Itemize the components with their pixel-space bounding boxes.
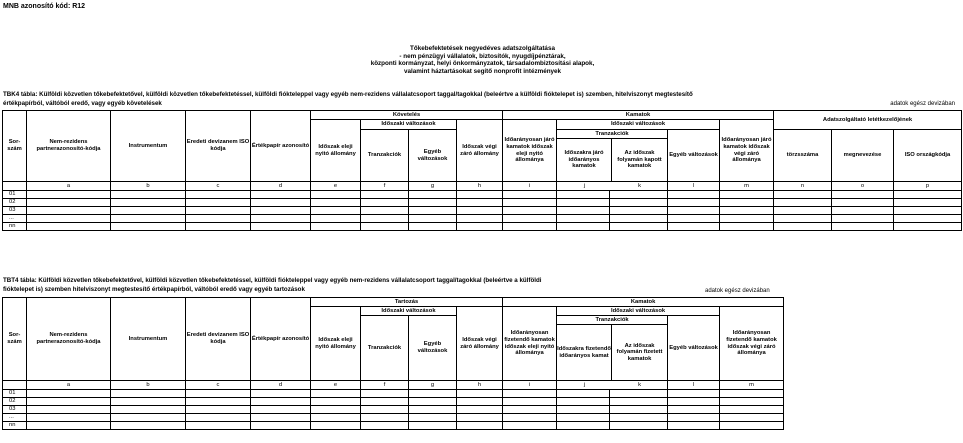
table-row — [3, 199, 962, 207]
data-cell[interactable] — [111, 390, 186, 398]
table-row — [3, 191, 962, 199]
header-interest-opening: Időarányosan fizetendő kamatok időszak eleji nyitó állománya — [503, 307, 557, 381]
data-cell[interactable] — [457, 422, 503, 430]
data-cell[interactable] — [894, 191, 962, 199]
data-cell[interactable] — [27, 422, 111, 430]
data-cell[interactable] — [503, 191, 557, 199]
data-cell[interactable] — [27, 414, 111, 422]
column-letter: f — [361, 381, 409, 390]
tbt4-caption-line2: fióktelepet is) szemben hitelviszonyt megtestesítő értékpapírból, váltóból eredő vagy egyéb tartozások — [3, 286, 305, 293]
column-letter: o — [832, 182, 894, 191]
data-cell[interactable] — [409, 199, 457, 207]
data-cell[interactable] — [832, 223, 894, 231]
data-cell[interactable] — [557, 215, 610, 223]
data-cell[interactable] — [557, 406, 610, 414]
data-cell[interactable] — [361, 191, 409, 199]
column-letter: n — [774, 182, 832, 191]
data-cell[interactable] — [311, 207, 361, 215]
data-cell[interactable] — [720, 422, 784, 430]
data-cell[interactable] — [720, 215, 774, 223]
header-opening-stock: Időszak eleji nyitó állomány — [311, 307, 361, 381]
table-row — [3, 414, 784, 422]
data-cell[interactable] — [251, 414, 311, 422]
data-cell[interactable] — [311, 398, 361, 406]
header-security-id: Értékpapír azonosító — [251, 111, 311, 182]
table-row — [3, 422, 784, 430]
data-cell[interactable] — [409, 398, 457, 406]
column-letter: b — [111, 381, 186, 390]
data-cell[interactable] — [503, 223, 557, 231]
data-cell[interactable] — [111, 207, 186, 215]
tbt4-unit-label: adatok egész devizában — [705, 288, 770, 294]
data-cell[interactable] — [894, 199, 962, 207]
data-cell[interactable] — [668, 422, 720, 430]
data-cell[interactable] — [311, 215, 361, 223]
data-cell[interactable] — [557, 390, 610, 398]
data-cell[interactable] — [557, 207, 610, 215]
column-letter: l — [668, 182, 720, 191]
data-cell[interactable] — [27, 191, 111, 199]
data-cell[interactable] — [27, 406, 111, 414]
data-cell[interactable] — [503, 406, 557, 414]
data-cell[interactable] — [251, 398, 311, 406]
header-interest-other: Egyéb változások — [668, 130, 720, 182]
header-liability-group: Tartozás — [311, 298, 503, 307]
data-cell[interactable] — [503, 207, 557, 215]
data-cell[interactable] — [311, 390, 361, 398]
column-letter: m — [720, 381, 784, 390]
row-number: 01 — [3, 390, 27, 398]
header-closing-stock: Időszak végi záró állomány — [457, 120, 503, 182]
data-cell[interactable] — [111, 199, 186, 207]
data-cell[interactable] — [111, 191, 186, 199]
data-cell[interactable] — [557, 422, 610, 430]
header-closing-stock: Időszak végi záró állomány — [457, 307, 503, 381]
column-letter: d — [251, 381, 311, 390]
table-row — [3, 406, 784, 414]
column-letter: a — [27, 182, 111, 191]
column-letter-pair — [557, 182, 668, 191]
row-number: 02 — [3, 199, 27, 207]
data-cell[interactable] — [186, 406, 251, 414]
data-cell[interactable] — [311, 414, 361, 422]
data-cell[interactable] — [27, 199, 111, 207]
column-letter: b — [111, 182, 186, 191]
header-other-changes: Egyéb változások — [409, 130, 457, 182]
header-interest-transactions-block — [557, 130, 668, 182]
data-cell[interactable] — [27, 207, 111, 215]
data-cell[interactable] — [409, 390, 457, 398]
header-instrument: Instrumentum — [111, 298, 186, 381]
data-cell[interactable] — [186, 191, 251, 199]
data-cell[interactable] — [610, 406, 668, 414]
data-cell[interactable] — [457, 207, 503, 215]
column-letter: c — [186, 381, 251, 390]
header-sorszam: Sor-szám — [3, 298, 27, 381]
header-partner-code: Nem-rezidens partnerazonosító-kódja — [27, 298, 111, 381]
header-interest-group: Kamatok — [503, 298, 784, 307]
data-cell[interactable] — [610, 398, 668, 406]
data-cell[interactable] — [774, 199, 832, 207]
column-letter: k — [638, 182, 641, 189]
column-letter: h — [457, 182, 503, 191]
row-number: 02 — [3, 398, 27, 406]
header-period-changes: Időszaki változások — [361, 120, 457, 130]
data-cell[interactable] — [361, 414, 409, 422]
header-other-changes: Egyéb változások — [409, 316, 457, 381]
header-custodian-name: megnevezése — [832, 130, 894, 182]
data-cell[interactable] — [111, 422, 186, 430]
data-cell[interactable] — [409, 414, 457, 422]
data-cell[interactable] — [457, 390, 503, 398]
tbk4-caption-line1: TBK4 tábla: Külföldi közvetlen tőkebefektetővel, külföldi közvetlen tőkebefektetéssel, külföldi fiókteleppel vagy egyéb nem-rezidens vállalatcsoport taggal/tagokkal (beleértve a külföldi fióktelepet is) szemben, hitelviszonyt megtestesítő — [3, 91, 693, 98]
header-custodian-iso: ISO országkódja — [894, 130, 962, 182]
header-transactions: Tranzakciók — [361, 130, 409, 182]
header-currency-iso: Eredeti devizanem ISO kódja — [186, 111, 251, 182]
row-number: 01 — [3, 191, 27, 199]
column-letter: e — [311, 381, 361, 390]
data-cell[interactable] — [720, 223, 774, 231]
data-cell[interactable] — [610, 223, 668, 231]
header-partner-code: Nem-rezidens partnerazonosító-kódja — [27, 111, 111, 182]
data-cell[interactable] — [361, 223, 409, 231]
data-cell[interactable] — [27, 223, 111, 231]
data-cell[interactable] — [668, 414, 720, 422]
data-cell[interactable] — [251, 191, 311, 199]
data-cell[interactable] — [774, 223, 832, 231]
data-cell[interactable] — [361, 199, 409, 207]
row-number: ... — [3, 414, 27, 422]
data-cell[interactable] — [610, 215, 668, 223]
data-cell[interactable] — [457, 414, 503, 422]
tbk4-rows — [3, 191, 962, 231]
data-cell[interactable] — [186, 422, 251, 430]
data-cell[interactable] — [503, 422, 557, 430]
data-cell[interactable] — [668, 199, 720, 207]
data-cell[interactable] — [361, 406, 409, 414]
row-number: nn — [3, 422, 27, 430]
data-cell[interactable] — [251, 207, 311, 215]
header-custodian-group: Adatszolgáltató letétkezelőjének — [774, 111, 962, 130]
table-row — [3, 398, 784, 406]
data-cell[interactable] — [557, 199, 610, 207]
data-cell[interactable] — [610, 191, 668, 199]
data-cell[interactable] — [668, 191, 720, 199]
data-cell[interactable] — [251, 422, 311, 430]
column-letter: j — [583, 381, 586, 388]
data-cell[interactable] — [668, 223, 720, 231]
title-line: - nem pénzügyi vállalatok, biztosítók, nyugdíjpénztárak, — [399, 52, 566, 60]
data-cell[interactable] — [251, 223, 311, 231]
header-interest-transactions-block — [557, 316, 668, 381]
header-sorszam: Sor-szám — [3, 111, 27, 182]
data-cell[interactable] — [832, 207, 894, 215]
data-cell[interactable] — [668, 215, 720, 223]
tbk4-unit-label: adatok egész devizában — [890, 101, 955, 107]
data-cell[interactable] — [557, 414, 610, 422]
column-letter: g — [409, 381, 457, 390]
data-cell[interactable] — [610, 199, 668, 207]
data-cell[interactable] — [27, 398, 111, 406]
header-interest-payable: Időszakra fizetendő időarányos kamat — [557, 325, 612, 380]
header-interest-closing: Időarányosan fizetendő kamatok időszak végi záró állománya — [720, 307, 784, 381]
header-period-changes: Időszaki változások — [361, 307, 457, 316]
tbk4-caption-line2: értékpapírból, váltóból eredő, vagy egyéb követelések — [3, 100, 162, 107]
header-interest-opening: Időarányosan járó kamatok időszak eleji nyitó állománya — [503, 120, 557, 182]
data-cell[interactable] — [457, 199, 503, 207]
data-cell[interactable] — [720, 398, 784, 406]
data-cell[interactable] — [27, 390, 111, 398]
column-letter: i — [503, 381, 557, 390]
report-title — [250, 45, 715, 75]
header-interest-changes: Időszaki változások — [557, 307, 720, 316]
header-interest-closing: Időarányosan járó kamatok időszak végi záró állománya — [720, 120, 774, 182]
header-security-id: Értékpapír azonosító — [251, 298, 311, 381]
data-cell[interactable] — [111, 398, 186, 406]
data-cell[interactable] — [668, 398, 720, 406]
data-cell[interactable] — [774, 191, 832, 199]
mnb-code-label: MNB azonosító kód: R12 — [3, 3, 86, 10]
column-letter: m — [720, 182, 774, 191]
data-cell[interactable] — [457, 215, 503, 223]
data-cell[interactable] — [894, 215, 962, 223]
header-opening-stock: Időszak eleji nyitó állomány — [311, 120, 361, 182]
data-cell[interactable] — [111, 406, 186, 414]
data-cell[interactable] — [361, 390, 409, 398]
row-number: ... — [3, 215, 27, 223]
data-cell[interactable] — [251, 215, 311, 223]
data-cell[interactable] — [503, 390, 557, 398]
title-line: Tőkebefektetések negyedéves adatszolgáltatása — [410, 45, 555, 52]
data-cell[interactable] — [311, 199, 361, 207]
data-cell[interactable] — [503, 414, 557, 422]
header-interest-group: Kamatok — [503, 111, 774, 120]
data-cell[interactable] — [557, 191, 610, 199]
header-custodian-regno: törzsszáma — [774, 130, 832, 182]
tbk4-table — [2, 110, 962, 231]
column-letter: p — [894, 182, 962, 191]
data-cell[interactable] — [111, 223, 186, 231]
row-number: nn — [3, 223, 27, 231]
data-cell[interactable] — [186, 398, 251, 406]
data-cell[interactable] — [409, 191, 457, 199]
data-cell[interactable] — [720, 406, 784, 414]
header-transactions: Tranzakciók — [361, 316, 409, 381]
data-cell[interactable] — [409, 406, 457, 414]
title-line: valamint háztartásokat segítő nonprofit intézmények — [403, 67, 562, 75]
data-cell[interactable] — [832, 199, 894, 207]
header-interest-other: Egyéb változások — [668, 316, 720, 381]
data-cell[interactable] — [409, 223, 457, 231]
data-cell[interactable] — [668, 390, 720, 398]
data-cell[interactable] — [720, 207, 774, 215]
title-line: központi kormányzat, helyi önkormányzatok, társadalombiztosítási alapok, — [370, 60, 595, 68]
data-cell[interactable] — [186, 414, 251, 422]
data-cell[interactable] — [361, 422, 409, 430]
tbt4-table — [2, 297, 784, 430]
table-row — [3, 215, 962, 223]
header-interest-received: Az időszak folyamán kapott kamatok — [617, 150, 662, 170]
data-cell[interactable] — [311, 422, 361, 430]
data-cell[interactable] — [409, 422, 457, 430]
data-cell[interactable] — [720, 414, 784, 422]
data-cell[interactable] — [186, 207, 251, 215]
header-interest-changes: Időszaki változások — [557, 120, 720, 130]
data-cell[interactable] — [774, 207, 832, 215]
data-cell[interactable] — [668, 207, 720, 215]
data-cell[interactable] — [668, 406, 720, 414]
data-cell[interactable] — [503, 199, 557, 207]
column-letter: d — [251, 182, 311, 191]
data-cell[interactable] — [832, 191, 894, 199]
header-instrument: Instrumentum — [111, 111, 186, 182]
data-cell[interactable] — [311, 191, 361, 199]
header-interest-paid: Az időszak folyamán fizetett kamatok — [616, 342, 663, 362]
data-cell[interactable] — [27, 215, 111, 223]
row-number: 03 — [3, 406, 27, 414]
table-row — [3, 207, 962, 215]
header-interest-transactions: Tranzakciók — [557, 130, 667, 139]
data-cell[interactable] — [409, 215, 457, 223]
data-cell[interactable] — [610, 390, 668, 398]
data-cell[interactable] — [361, 398, 409, 406]
data-cell[interactable] — [409, 207, 457, 215]
data-cell[interactable] — [251, 390, 311, 398]
data-cell[interactable] — [503, 215, 557, 223]
column-letter: l — [668, 381, 720, 390]
data-cell[interactable] — [610, 207, 668, 215]
header-claim-group: Követelés — [311, 111, 503, 120]
data-cell[interactable] — [774, 215, 832, 223]
header-currency-iso: Eredeti devizanem ISO kódja — [186, 298, 251, 381]
column-letter: e — [311, 182, 361, 191]
letter-row — [3, 381, 784, 390]
data-cell[interactable] — [361, 207, 409, 215]
data-cell[interactable] — [557, 223, 610, 231]
data-cell[interactable] — [251, 406, 311, 414]
column-letter: h — [457, 381, 503, 390]
data-cell[interactable] — [457, 398, 503, 406]
data-cell[interactable] — [186, 223, 251, 231]
data-cell[interactable] — [610, 422, 668, 430]
table-row — [3, 390, 784, 398]
data-cell[interactable] — [894, 223, 962, 231]
data-cell[interactable] — [720, 199, 774, 207]
header-interest-accrued: Időszakra járó időarányos kamatok — [557, 139, 612, 181]
header-interest-transactions: Tranzakciók — [557, 316, 667, 325]
column-letter: j — [583, 182, 586, 189]
data-cell[interactable] — [111, 215, 186, 223]
letter-row — [3, 182, 962, 191]
data-cell[interactable] — [186, 215, 251, 223]
data-cell[interactable] — [186, 390, 251, 398]
row-number: 03 — [3, 207, 27, 215]
tbt4-rows — [3, 390, 784, 430]
column-letter: a — [27, 381, 111, 390]
data-cell[interactable] — [610, 414, 668, 422]
data-cell[interactable] — [186, 199, 251, 207]
data-cell[interactable] — [457, 406, 503, 414]
data-cell[interactable] — [111, 414, 186, 422]
data-cell[interactable] — [457, 223, 503, 231]
column-letter-pair — [557, 381, 668, 390]
column-letter: c — [186, 182, 251, 191]
table-row — [3, 223, 962, 231]
data-cell[interactable] — [557, 398, 610, 406]
data-cell[interactable] — [832, 215, 894, 223]
data-cell[interactable] — [311, 406, 361, 414]
data-cell[interactable] — [361, 215, 409, 223]
column-letter: k — [638, 381, 641, 388]
data-cell[interactable] — [457, 191, 503, 199]
data-cell[interactable] — [251, 199, 311, 207]
tbt4-caption-line1: TBT4 tábla: Külföldi közvetlen tőkebefektetővel, külföldi közvetlen tőkebefektetéssel, külföldi fiókteleppel vagy egyéb nem-rezidens vállalatcsoport taggal/tagokkal (beleértve a külföldi — [3, 277, 542, 284]
data-cell[interactable] — [894, 207, 962, 215]
data-cell[interactable] — [720, 191, 774, 199]
column-letter: i — [503, 182, 557, 191]
data-cell[interactable] — [503, 398, 557, 406]
column-letter: f — [361, 182, 409, 191]
data-cell[interactable] — [311, 223, 361, 231]
column-letter: g — [409, 182, 457, 191]
data-cell[interactable] — [720, 390, 784, 398]
